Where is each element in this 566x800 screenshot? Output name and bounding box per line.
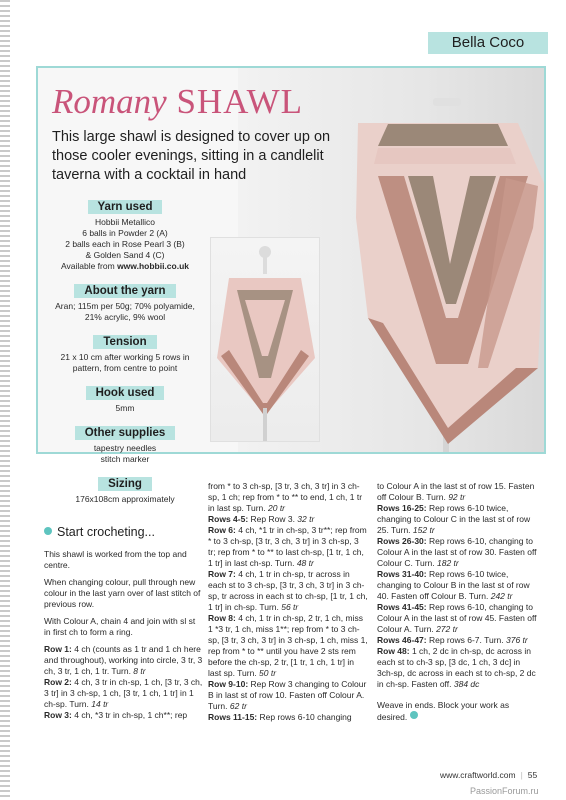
section-line: 21 x 10 cm after working 5 rows in [60, 352, 190, 362]
section-line: Aran; 115m per 50g; 70% polyamide, [55, 301, 195, 311]
row-label: Rows 26-30: [377, 536, 427, 546]
stitch-count: 48 tr [296, 558, 314, 568]
row-text: 1 ch, 2 dc in ch-sp, dc across in each st to ch-3 sp, [3 dc, 1 ch, 3 dc] in 3ch-sp, dc across in each st to ch-sp, 2 dc in ch-sp. Fasten off. [377, 646, 536, 689]
pattern-row [208, 525, 368, 569]
row-label: Rows 31-40: [377, 569, 427, 579]
page-footer [440, 770, 537, 780]
row-label: Rows 16-25: [377, 503, 427, 513]
info-sidebar [40, 197, 210, 514]
pattern-row [208, 569, 368, 613]
pattern-paragraph: With Colour A, chain 4 and join with sl st in first ch to form a ring. [44, 616, 196, 637]
row-text: Rep rows 6-10 twice, changing to Colour B in the last st of row 40. Fasten off Colour B. Turn. [377, 569, 530, 601]
section-line: tapestry needles [93, 443, 157, 453]
row-text: 4 ch, 1 tr in ch-sp, tr across in each st to 3 ch-sp, [3 tr, 3 ch, 3 tr] in 3 ch-sp, tr across in each st to ch-sp, [1 tr, 1 ch, 1 tr] in ch-sp. Turn. [208, 569, 368, 612]
row-label: Row 1: [44, 644, 72, 654]
info-section-tension [40, 332, 210, 374]
pattern-row [208, 679, 368, 712]
shawl-thumbnail-drawing [211, 238, 319, 441]
row-text: Rep rows 6-10 changing [257, 712, 352, 722]
info-section-yarn [40, 197, 210, 272]
section-heading: About the yarn [74, 284, 175, 298]
stitch-count: 272 tr [436, 624, 458, 634]
stitch-count: 50 tr [259, 668, 277, 678]
page-title [52, 82, 303, 122]
section-body [40, 352, 210, 374]
pattern-row [44, 644, 204, 677]
row-label: Rows 4-5: [208, 514, 249, 524]
row-text: to Colour A in the last st of row 15. Fasten off Colour B. Turn. [377, 481, 535, 502]
pattern-row [377, 646, 537, 690]
row-text: Rep rows 6-10, changing to Colour A in the last st of row 30. Fasten off Colour C. Turn. [377, 536, 537, 568]
section-line: 21% acrylic, 9% wool [84, 312, 166, 322]
pattern-row [377, 503, 537, 536]
section-line: pattern, from centre to point [72, 363, 178, 373]
footer-site: www.craftworld.com [440, 770, 516, 780]
section-heading: Sizing [98, 477, 152, 491]
row-label: Rows 11-15: [208, 712, 258, 722]
row-label: Rows 41-45: [377, 602, 427, 612]
pattern-row [377, 635, 537, 646]
stitch-count: 32 tr [297, 514, 315, 524]
row-label: Row 48: [377, 646, 410, 656]
section-body [40, 301, 210, 323]
pattern-paragraph: When changing colour, pull through new colour in the last yarn over of last stitch of previous row. [44, 577, 201, 609]
row-label: Row 3: [44, 710, 72, 720]
section-body [40, 443, 210, 465]
row-label: Row 6: [208, 525, 236, 535]
pattern-row [44, 677, 204, 710]
bullet-dot-icon [44, 527, 52, 535]
stitch-count: 8 tr [133, 666, 146, 676]
section-line: 176x108cm approximately [75, 494, 175, 504]
row-label: Row 9-10: [208, 679, 249, 689]
pattern-row [208, 481, 368, 514]
section-line: & Golden Sand 4 (C) [85, 250, 165, 260]
section-body [40, 217, 210, 272]
pattern-column-3 [377, 481, 537, 723]
info-section-hook [40, 383, 210, 414]
title-word-1: Romany [52, 82, 167, 121]
pattern-row [208, 514, 368, 525]
row-label: Row 8: [208, 613, 236, 623]
pattern-paragraph: This shawl is worked from the top and centre. [44, 549, 187, 570]
footer-separator: | [520, 770, 523, 780]
section-heading: Yarn used [88, 200, 163, 214]
stitch-count: 376 tr [505, 635, 528, 645]
pattern-row [377, 602, 537, 635]
pattern-row [377, 481, 537, 503]
row-text: 4 ch, *3 tr in ch-sp, 1 ch**; rep [71, 710, 188, 720]
pattern-row [377, 569, 537, 602]
watermark: PassionForum.ru [470, 786, 539, 796]
info-section-about-yarn [40, 281, 210, 323]
row-text: Rep rows 6-10 twice, changing to Colour C in the last st of row 25. Turn. [377, 503, 531, 535]
shawl-thumbnail-photo [210, 237, 320, 442]
spiral-binding [0, 0, 10, 800]
row-text: Rep rows 6-10, changing to Colour A in the last st of row 45. Fasten off Colour A. Turn. [377, 602, 537, 634]
row-text: 4 ch, 1 tr in ch-sp, 2 tr, 1 ch, miss 1 *3 tr, 1 ch, miss 1**; rep from * to 3 ch-sp, [3 tr, 3 ch, 3 tr] in 3 ch-sp, 1 ch, miss 1, rep from * to ** until you have 2 sts rem before the ch-sp, 2 tr, [1 tr, 1 ch, 1 tr] in last sp. Turn. [208, 613, 368, 678]
row-text: 4 ch, *1 tr in ch-sp, 3 tr**; rep from * to 3 ch-sp, [3 tr, 3 ch, 3 tr] in 3 ch-sp, 3 tr; rep from * to ** to last ch-sp, [1 tr, 1 ch, 1 tr] in last ch-sp. Turn. [208, 525, 367, 568]
info-section-sizing [40, 474, 210, 505]
section-body [40, 494, 210, 505]
section-line: 5mm [115, 403, 135, 413]
start-crocheting-heading [44, 525, 155, 539]
pattern-row [208, 613, 368, 679]
pattern-column-2 [208, 481, 368, 723]
pattern-row [44, 710, 204, 721]
intro-text: This large shawl is designed to cover up on those cooler evenings, sitting in a candlelit taverna with a cocktail in hand [52, 129, 331, 183]
section-heading: Other supplies [75, 426, 176, 440]
start-heading-text: Start crocheting... [57, 525, 155, 539]
row-label: Row 2: [44, 677, 72, 687]
section-line: stitch marker [100, 454, 150, 464]
row-text: Rep Row 3 changing to Colour B in last st of row 10. Fasten off Colour A. Turn. [208, 679, 367, 711]
stitch-count: 62 tr [229, 701, 247, 711]
section-line: 2 balls each in Rose Pearl 3 (B) [65, 239, 185, 249]
stitch-count: 56 tr [281, 602, 299, 612]
finishing-text: Weave in ends. Block your work as desired. [377, 700, 510, 722]
row-text: from * to 3 ch-sp, [3 tr, 3 ch, 3 tr] in 3 ch-sp, 1 ch; rep from * to ** to end, 1 ch, 1 tr in last sp. Turn. [208, 481, 363, 513]
section-heading: Hook used [86, 386, 165, 400]
title-word-2: SHAWL [176, 82, 304, 121]
stitch-count: 152 tr [412, 525, 435, 535]
row-text: 4 ch, 3 tr in ch-sp, 1 ch, [3 tr, 3 ch, 3 tr] in 3 ch-sp, 1 ch, [3 tr, 1 ch, 1 tr] in 1 ch-sp. Turn. [44, 677, 203, 709]
section-body [40, 403, 210, 414]
section-heading: Tension [93, 335, 156, 349]
end-bullet-dot-icon [410, 711, 418, 719]
pattern-row [377, 536, 537, 569]
stitch-count: 242 tr [490, 591, 513, 601]
row-label: Rows 46-47: [377, 635, 427, 645]
stitch-count: 182 tr [437, 558, 459, 568]
availability-prefix: Available from [60, 261, 118, 271]
info-section-supplies [40, 423, 210, 465]
availability-line [40, 261, 210, 272]
pattern-column-1 [44, 549, 204, 721]
brand-tab: Bella Coco [428, 32, 548, 54]
page-number: 55 [527, 770, 538, 780]
section-line: Hobbii Metallico [95, 217, 155, 227]
row-text: Rep rows 6-7. Turn. [426, 635, 506, 645]
finishing-note [377, 700, 537, 723]
row-text: 4 ch (counts as 1 tr and 1 ch here and throughout), working into circle, 3 tr, 3 ch, 3 tr, 1 ch, 1 tr. Turn. [44, 644, 203, 676]
pattern-row [208, 712, 368, 723]
supplier-link[interactable]: www.hobbii.co.uk [117, 261, 189, 271]
row-label: Row 7: [208, 569, 236, 579]
row-text: Rep Row 3. [248, 514, 298, 524]
section-line: 6 balls in Powder 2 (A) [82, 228, 168, 238]
stitch-count: 92 tr [448, 492, 466, 502]
stitch-count: 20 tr [268, 503, 286, 513]
stitch-count: 384 dc [453, 679, 480, 689]
stitch-count: 14 tr [91, 699, 109, 709]
